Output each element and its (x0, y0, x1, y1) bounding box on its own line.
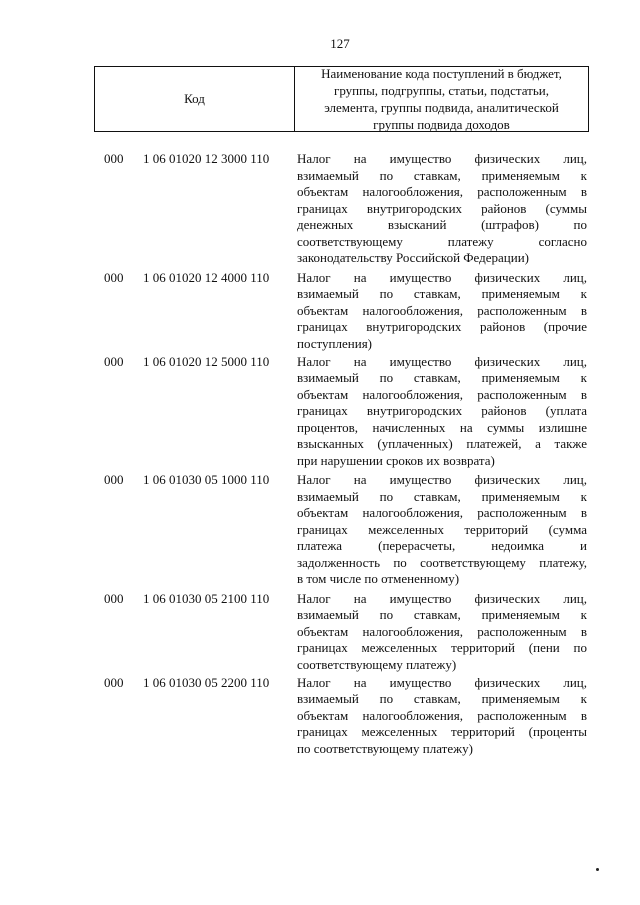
header-code-cell (95, 67, 295, 131)
description-line: Налог на имущество физических лиц, (297, 151, 587, 166)
description-line: платежа (перерасчеты, недоимка и (297, 538, 587, 553)
table-row (0, 591, 640, 675)
description-line: процентов, начисленных на суммы излишне (297, 419, 587, 435)
description-line: объектам налогообложения, расположенным в (297, 707, 587, 723)
admin-code: 000 (104, 151, 124, 166)
admin-code: 000 (104, 269, 124, 285)
income-code: 1 06 01020 12 3000 110 (143, 151, 270, 166)
header-name-line: Наименование кода поступлений в бюджет, (321, 66, 562, 81)
scan-speck (596, 868, 599, 871)
page-number: 127 (330, 36, 350, 51)
income-code: 1 06 01030 05 2200 110 (143, 674, 270, 690)
header-name-line: элемента, группы подвида, аналитической (324, 100, 559, 115)
description-line: взимаемый по ставкам, применяемым к (297, 488, 587, 504)
description-line: денежных взысканий (штрафов) по (297, 217, 587, 232)
table-row (0, 270, 640, 354)
income-description (297, 591, 587, 674)
description-line: Налог на имущество физических лиц, (297, 269, 587, 285)
table-body (0, 151, 640, 759)
description-line: границах внутригородских районов (суммы (297, 200, 587, 216)
header-name-cell (295, 67, 588, 131)
table-row (0, 472, 640, 591)
description-line: взимаемый по ставкам, применяемым к (297, 691, 587, 706)
admin-code: 000 (104, 353, 124, 369)
description-line: законодательству Российской Федерации) (297, 250, 529, 265)
description-line: границах межселенных территорий (проценты (297, 724, 587, 739)
income-code: 1 06 01020 12 5000 110 (143, 353, 270, 369)
table-row (0, 675, 640, 759)
income-description (297, 354, 587, 470)
description-line: задолженность по соответствующему платежу, (297, 554, 587, 570)
description-line: поступления) (297, 335, 372, 351)
income-code: 1 06 01030 05 2100 110 (143, 590, 270, 606)
income-description (297, 472, 587, 588)
description-line: Налог на имущество физических лиц, (297, 353, 587, 369)
table-header (94, 66, 589, 132)
income-description (297, 270, 587, 353)
admin-code: 000 (104, 590, 124, 606)
header-code-label: Код (184, 91, 205, 106)
description-line: по соответствующему платежу) (297, 740, 473, 756)
description-line: объектам налогообложения, расположенным в (297, 623, 587, 639)
description-line: объектам налогообложения, расположенным в (297, 505, 587, 520)
description-line: соответствующему платежу) (297, 656, 457, 672)
description-line: объектам налогообложения, расположенным в (297, 302, 587, 318)
description-line: в том числе по отмененному) (297, 571, 460, 586)
description-line: объектам налогообложения, расположенным в (297, 386, 587, 402)
income-code: 1 06 01030 05 1000 110 (143, 472, 270, 487)
description-line: соответствующему платежу согласно (297, 233, 587, 249)
description-line: Налог на имущество физических лиц, (297, 472, 587, 487)
description-line: взимаемый по ставкам, применяемым к (297, 286, 587, 301)
description-line: при нарушении сроков их возврата) (297, 452, 495, 468)
description-line: Налог на имущество физических лиц, (297, 674, 587, 690)
description-line: границах межселенных территорий (пени по (297, 640, 587, 655)
description-line: границах межселенных территорий (сумма (297, 521, 587, 537)
description-line: взимаемый по ставкам, применяемым к (297, 370, 587, 385)
admin-code: 000 (104, 674, 124, 690)
income-code: 1 06 01020 12 4000 110 (143, 269, 270, 285)
header-name-line: группы, подгруппы, статьи, подстатьи, (334, 83, 549, 98)
description-line: взимаемый по ставкам, применяемым к (297, 167, 587, 183)
header-name-line: группы подвида доходов (373, 117, 510, 132)
income-description (297, 151, 587, 267)
description-line: объектам налогообложения, расположенным в (297, 184, 587, 199)
table-row (0, 151, 640, 270)
income-description (297, 675, 587, 758)
description-line: границах внутригородских районов (прочие (297, 319, 587, 334)
description-line: взысканных (уплаченных) платежей, а также (297, 436, 587, 451)
description-line: границах внутригородских районов (уплата (297, 403, 587, 418)
admin-code: 000 (104, 472, 124, 487)
table-row (0, 354, 640, 473)
description-line: Налог на имущество физических лиц, (297, 590, 587, 606)
description-line: взимаемый по ставкам, применяемым к (297, 607, 587, 622)
